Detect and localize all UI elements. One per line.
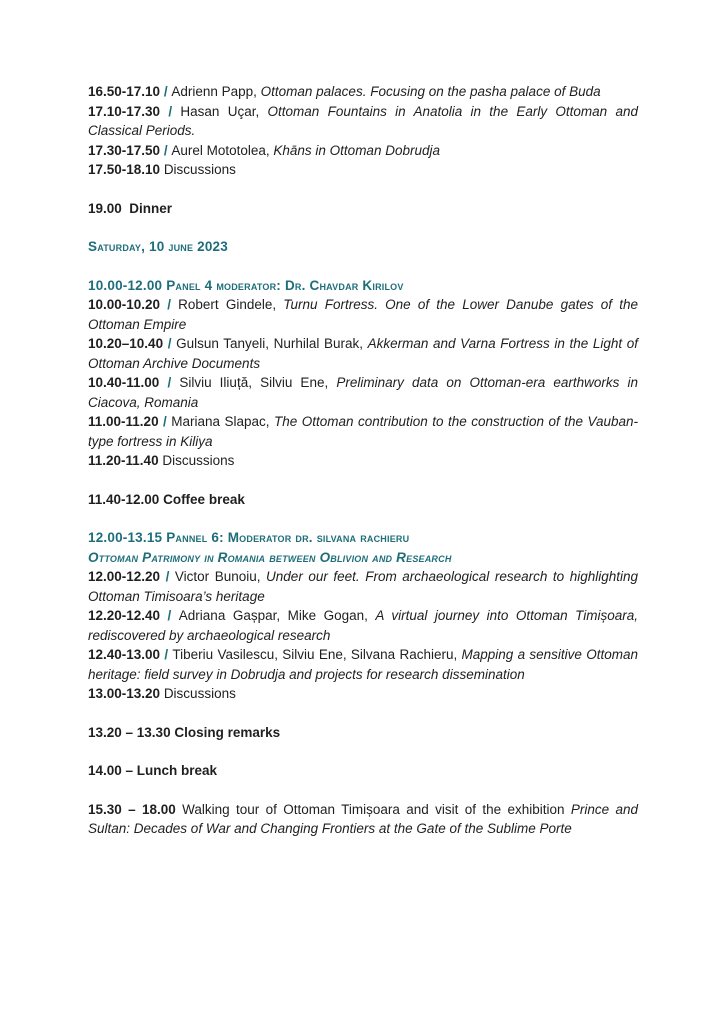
schedule-entry (88, 412, 638, 451)
talk-title--title: The Ottoman contribution to the construction of the Vauban-type fortress in Kiliya (88, 414, 638, 449)
slash-separator--sep: / (165, 569, 175, 584)
talk-title--title: Turnu Fortress. One of the Lower Danube gates of the Ottoman Empire (88, 297, 638, 332)
time-range--time: 12.20-12.40 (88, 608, 168, 623)
bold-entry--text: 14.00 – Lunch break (88, 763, 218, 778)
time-range--time: 11.00-11.20 (88, 414, 164, 429)
time-range--time: 10.00-10.20 (88, 297, 168, 312)
talk-title--title: Under our feet. From archaeological research to highlighting Ottoman Timisoara’s heritage (88, 569, 638, 604)
date-heading-text--text: Saturday, 10 june 2023 (88, 239, 228, 254)
schedule-entry (88, 295, 638, 334)
entry-text--text: Discussions (163, 686, 236, 701)
speaker-names--speakers: Aurel Mototolea, (171, 142, 274, 158)
panel-heading (88, 276, 638, 296)
slash-separator--sep: / (167, 336, 177, 351)
time-range--time: 12.40-13.00 (88, 647, 165, 662)
entry-text--text: Discussions (162, 453, 235, 468)
time-range--time: 17.50-18.10 (88, 162, 164, 177)
time-range--time: 17.10-17.30 (88, 103, 169, 119)
slash-separator--sep: / (163, 142, 172, 158)
time-range--time: 11.20-11.40 (88, 453, 163, 468)
slash-separator--sep: / (164, 647, 173, 662)
mixed-line (88, 800, 638, 839)
slash-separator--sep: / (167, 375, 180, 390)
schedule-entry (88, 102, 638, 141)
subheading (88, 548, 638, 568)
speaker-names--speakers: Adrienn Papp, (171, 84, 261, 99)
schedule-entry (88, 141, 638, 161)
talk-title--title: Khāns in Ottoman Dobrudja (273, 142, 440, 158)
talk-title--title: Ottoman Fountains in Anatolia in the Early Ottoman and Classical Periods. (88, 103, 638, 138)
schedule-entry (88, 567, 638, 606)
time-range--time: 10.20–10.40 (88, 336, 168, 351)
time-range--time: 15.30 – 18.00 (88, 801, 183, 817)
speaker-names--speakers: Adriana Gașpar, Mike Gogan, (178, 608, 376, 623)
slash-separator--sep: / (163, 84, 172, 99)
bold-line (88, 199, 638, 219)
entry-text--text: Discussions (163, 162, 236, 177)
bold-line (88, 490, 638, 510)
speaker-names--speakers: Mariana Slapac, (171, 414, 275, 429)
schedule-entry (88, 373, 638, 412)
bold-line (88, 761, 638, 781)
exhibition-title--italic: Prince and Sultan: Decades of War and Changing Frontiers at the Gate of the Sublime Porte (88, 801, 639, 836)
speaker-names--speakers: Victor Bunoiu, (174, 569, 267, 584)
schedule-entry (88, 82, 638, 102)
bold-entry--text: 19.00 Dinner (88, 200, 173, 216)
panel-title--text: Pannel 6: Moderator dr. silvana rachieru (166, 530, 410, 545)
panel-time--time: 12.00-13.15 (88, 530, 167, 545)
speaker-names--speakers: Hasan Uçar, (180, 103, 268, 119)
time-range--time: 17.30-17.50 (88, 142, 164, 158)
panel-time--time: 10.00-12.00 (88, 277, 167, 293)
speaker-names--speakers: Silviu Iliuță, Silviu Ene, (179, 375, 337, 390)
bold-line (88, 723, 638, 743)
time-text (88, 160, 638, 180)
panel-subtitle--text: Ottoman Patrimony in Romania between Oblivion and Research (88, 549, 452, 565)
schedule-entry (88, 645, 638, 684)
slash-separator--sep: / (167, 608, 179, 623)
talk-title--title: Akkerman and Varna Fortress in the Light of Ottoman Archive Documents (88, 336, 638, 371)
time-text (88, 684, 638, 704)
schedule-entry (88, 334, 638, 373)
time-range--time: 13.00-13.20 (88, 686, 164, 701)
talk-title--title: Preliminary data on Ottoman-era earthworks in Ciacova, Romania (88, 375, 639, 410)
talk-title--title: Mapping a sensitive Ottoman heritage: field survey in Dobrudja and projects for research dissemination (88, 647, 638, 682)
speaker-names--speakers: Robert Gindele, (178, 297, 284, 312)
panel-heading (88, 528, 638, 548)
speaker-names--speakers: Tiberiu Vasilescu, Silviu Ene, Silvana Rachieru, (172, 647, 462, 662)
bold-entry--text: 11.40-12.00 Coffee break (88, 491, 245, 507)
schedule-entry (88, 606, 638, 645)
bold-entry--text: 13.20 – 13.30 Closing remarks (88, 724, 281, 740)
talk-title--title: Ottoman palaces. Focusing on the pasha palace of Buda (260, 84, 601, 99)
slash-separator--sep: / (168, 103, 181, 119)
time-range--time: 10.40-11.00 (88, 375, 168, 390)
slash-separator--sep: / (163, 414, 172, 429)
speaker-names--speakers: Gulsun Tanyeli, Nurhilal Burak, (176, 336, 368, 351)
time-range--time: 12.00-12.20 (88, 569, 166, 584)
time-text (88, 451, 638, 471)
entry-text--text: Walking tour of Ottoman Timișoara and visit of the exhibition (182, 801, 571, 817)
talk-title--title: A virtual journey into Ottoman Timișoara, rediscovered by archaeological research (88, 608, 638, 643)
time-range--time: 16.50-17.10 (88, 84, 164, 99)
slash-separator--sep: / (167, 297, 179, 312)
panel-title--text: Panel 4 moderator: Dr. Chavdar Kirilov (166, 277, 404, 293)
date-heading (88, 237, 638, 257)
